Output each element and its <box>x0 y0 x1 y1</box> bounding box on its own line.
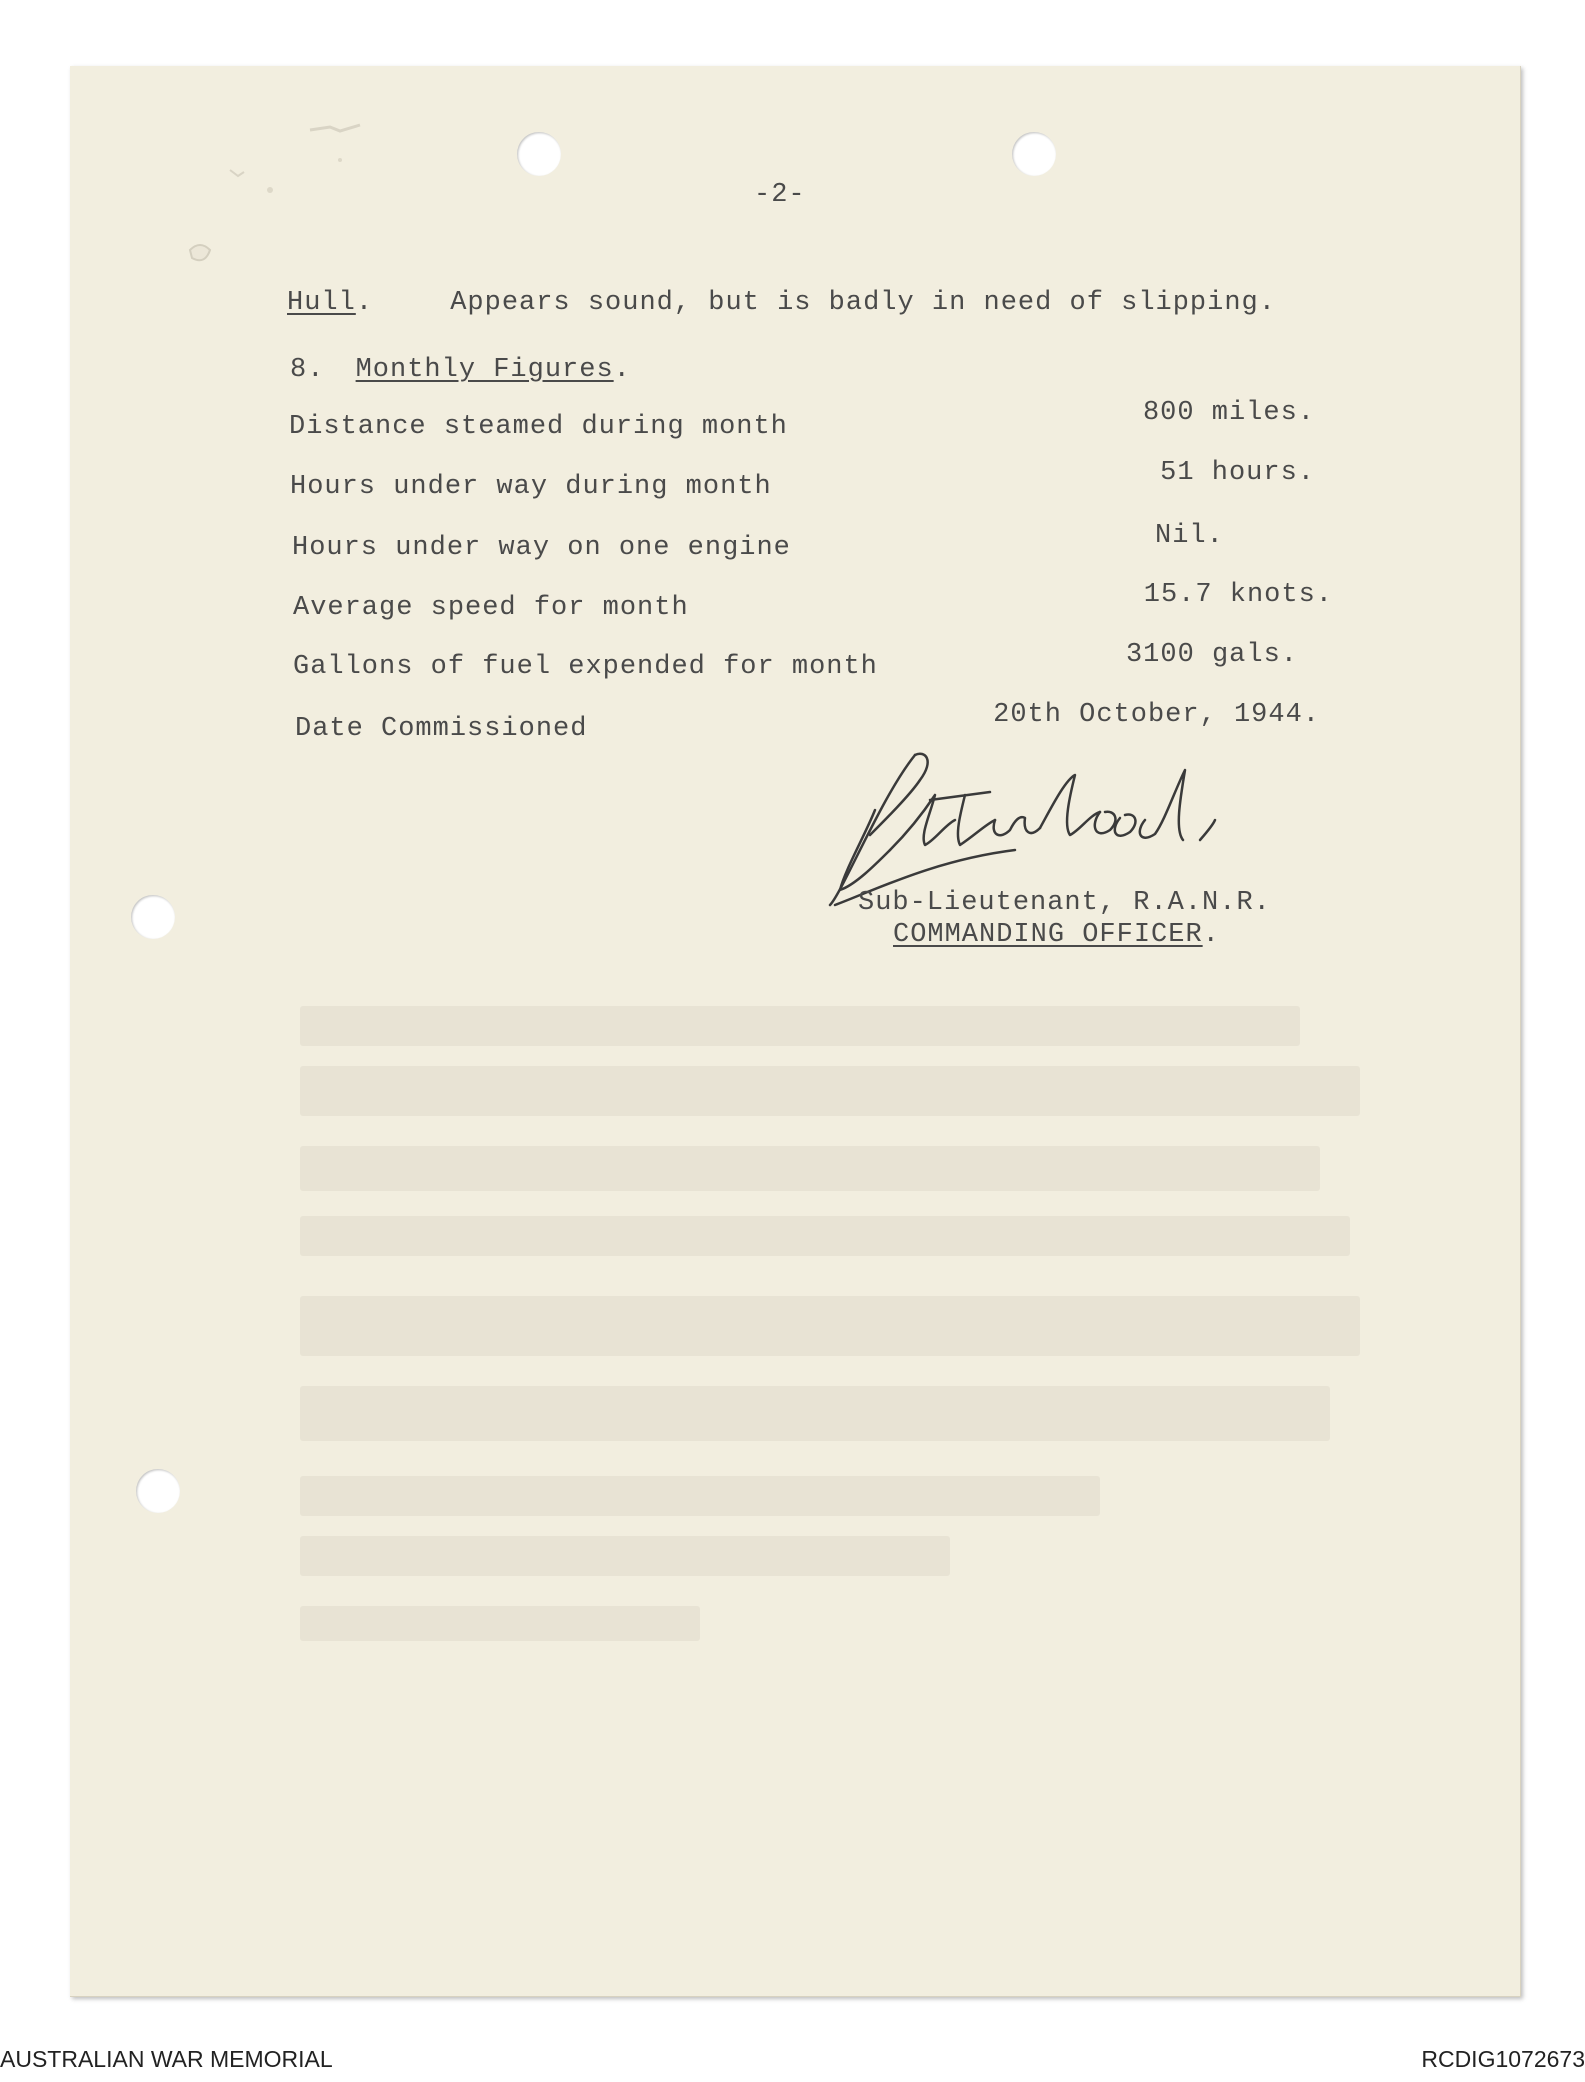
hull-heading: Hull <box>287 288 356 318</box>
section-title: Monthly Figures <box>355 355 614 385</box>
show-through-text <box>300 1606 700 1641</box>
show-through-text <box>300 1146 1320 1191</box>
row-label: Gallons of fuel expended for month <box>293 652 878 682</box>
signatory-title <box>893 920 1220 950</box>
row-label: Average speed for month <box>293 593 689 623</box>
row-value: 20th October, 1944. <box>993 700 1320 730</box>
show-through-text <box>300 1296 1360 1356</box>
row-value: 3100 gals. <box>1125 640 1298 670</box>
section-title-period: . <box>613 355 631 385</box>
show-through-text <box>300 1476 1100 1516</box>
row-label: Hours under way on one engine <box>292 533 791 563</box>
row-value: Nil. <box>1155 521 1224 551</box>
section-number: 8. <box>290 355 325 385</box>
show-through-text <box>300 1386 1330 1441</box>
hull-line <box>287 288 1276 318</box>
hull-heading-period: . <box>355 288 374 318</box>
signatory-title-text: COMMANDING OFFICER <box>893 920 1203 950</box>
row-value: 15.7 knots. <box>1143 580 1333 610</box>
punch-hole <box>136 1469 180 1513</box>
punch-hole <box>517 132 561 176</box>
section-heading <box>290 355 631 385</box>
signatory-rank: Sub-Lieutenant, R.A.N.R. <box>858 888 1271 918</box>
show-through-text <box>300 1006 1300 1046</box>
document-page <box>70 66 1521 1997</box>
row-label: Hours under way during month <box>290 472 772 502</box>
row-value: 51 hours. <box>1160 458 1315 488</box>
footer-reference-id: RCDIG1072673 <box>1421 2046 1585 2072</box>
hull-text: Appears sound, but is badly in need of slipping. <box>450 288 1276 318</box>
punch-hole <box>1012 132 1056 176</box>
punch-hole <box>131 895 175 939</box>
row-value: 800 miles. <box>1142 398 1315 428</box>
show-through-text <box>300 1216 1350 1256</box>
show-through-text <box>300 1066 1360 1116</box>
paper-damage-marks <box>160 110 440 310</box>
show-through-text <box>300 1536 950 1576</box>
signatory-title-period: . <box>1202 920 1220 950</box>
page-number: -2- <box>754 180 806 210</box>
row-label: Date Commissioned <box>295 714 588 744</box>
footer-institution: AUSTRALIAN WAR MEMORIAL <box>0 2046 333 2072</box>
row-label: Distance steamed during month <box>289 412 788 442</box>
